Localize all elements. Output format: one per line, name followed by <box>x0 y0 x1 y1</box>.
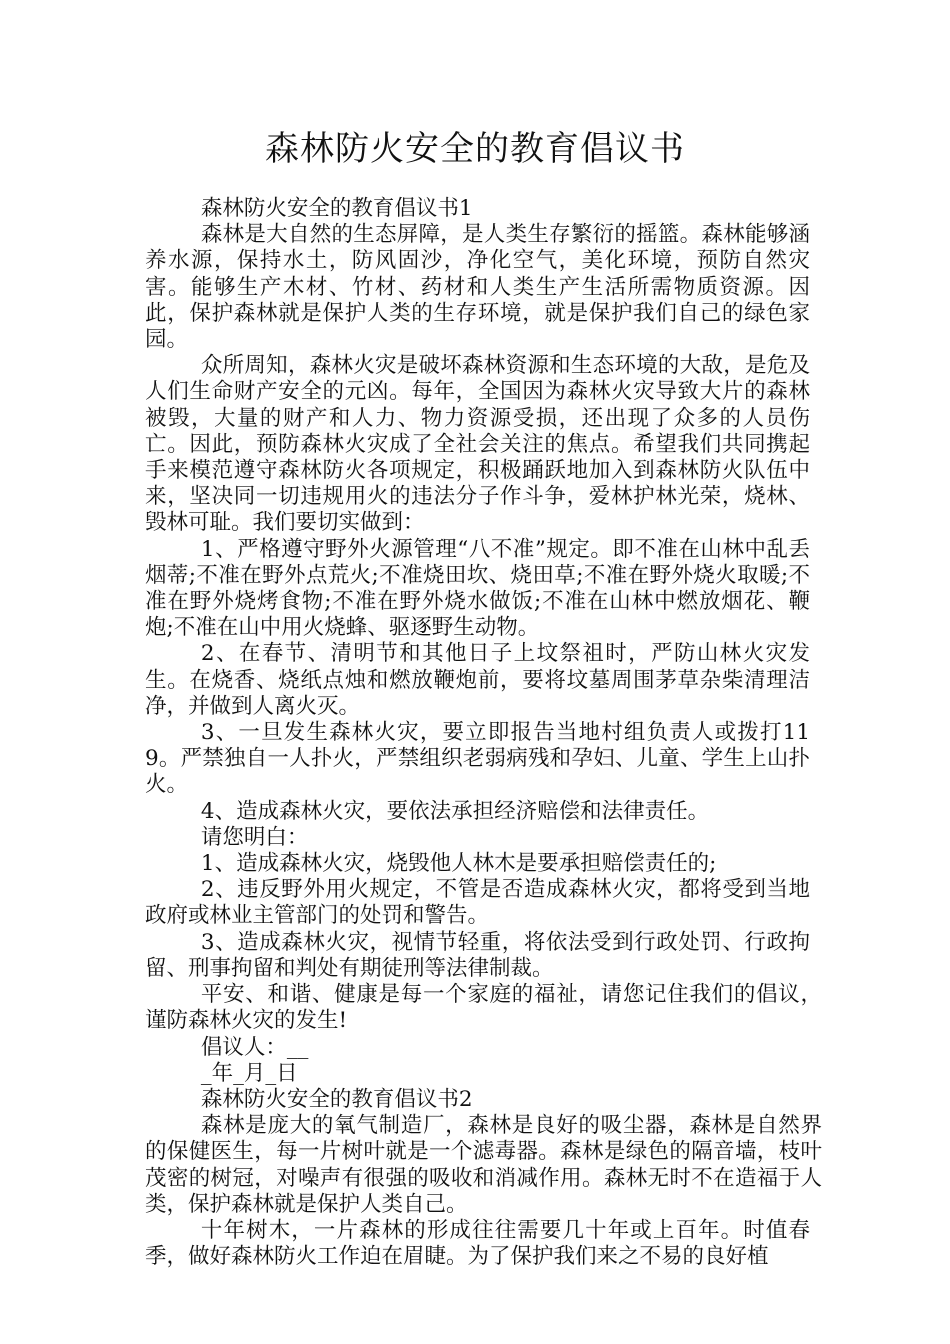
paragraph: 平安、和谐、健康是每一个家庭的福祉，请您记住我们的倡议，谨防森林火灾的发生! <box>145 982 822 1034</box>
section-heading-2: 森林防火安全的教育倡议书2 <box>200 1086 473 1112</box>
paragraph: 十年树木，一片森林的形成往往需要几十年或上百年。时值春季，做好森林防火工作迫在眉睫。为了保护我们来之不易的良好植 <box>145 1217 810 1270</box>
list-item: 2、在春节、清明节和其他日子上坟祭祖时，严防山林火灾发生。在烧香、烧纸点烛和燃放鞭炮前，要将坟墓周围茅草杂柴清理洁净，并做到人离火灭。 <box>145 641 810 719</box>
document-body <box>145 196 822 1270</box>
paragraph: 众所周知，森林火灾是破坏森林资源和生态环境的大敌，是危及人们生命财产安全的元凶。每年，全国因为森林火灾导致大片的森林被毁，大量的财产和人力、物力资源受损，还出现了众多的人员伤亡。因此，预防森林火灾成了全社会关注的焦点。希望我们共同携起手来模范遵守森林防火各项规定，积极踊跃地加入到森林防火队伍中来，坚决同一切违规用火的违法分子作斗争，爱林护林光荣，烧林、毁林可耻。我们要切实做到： <box>145 353 810 536</box>
date-line: _年_月_日 <box>200 1060 298 1086</box>
paragraph: 请您明白： <box>200 824 309 850</box>
section-heading-1: 森林防火安全的教育倡议书1 <box>200 196 473 221</box>
list-item: 1、严格遵守野外火源管理“八不准”规定。即不准在山林中乱丢烟蒂;不准在野外点荒火;不准烧田坎、烧田草;不准在野外烧火取暖;不准在野外烧烤食物;不准在野外烧水做饭;不准在山林中燃放烟花、鞭炮;不准在山中用火烧蜂、驱逐野生动物。 <box>145 536 810 641</box>
paragraph: 森林是大自然的生态屏障，是人类生存繁衍的摇篮。森林能够涵养水源，保持水土，防风固沙，净化空气，美化环境，预防自然灾害。能够生产木材、竹材、药材和人类生产生活所需物质资源。因此，保护森林就是保护人类的生存环境，就是保护我们自己的绿色家园。 <box>145 222 810 353</box>
list-item: 3、造成森林火灾，视情节轻重，将依法受到行政处罚、行政拘留、刑事拘留和判处有期徒刑等法律制裁。 <box>145 929 810 981</box>
document-title: 森林防火安全的教育倡议书 <box>265 129 685 169</box>
paragraph: 森林是庞大的氧气制造厂，森林是良好的吸尘器，森林是自然界的保健医生，每一片树叶就是一个滤毒器。森林是绿色的隔音墙，枝叶茂密的树冠，对噪声有很强的吸收和消减作用。森林无时不在造福于人类，保护森林就是保护人类自己。 <box>145 1113 822 1217</box>
list-item: 2、违反野外用火规定，不管是否造成森林火灾，都将受到当地政府或林业主管部门的处罚和警告。 <box>145 877 810 929</box>
signature-line: 倡议人：__ <box>200 1034 309 1060</box>
list-item: 4、造成森林火灾，要依法承担经济赔偿和法律责任。 <box>200 798 710 824</box>
list-item: 3、一旦发生森林火灾，要立即报告当地村组负责人或拨打119。严禁独自一人扑火，严禁组织老弱病残和孕妇、儿童、学生上山扑火。 <box>145 720 810 798</box>
list-item: 1、造成森林火灾，烧毁他人林木是要承担赔偿责任的; <box>200 851 717 877</box>
